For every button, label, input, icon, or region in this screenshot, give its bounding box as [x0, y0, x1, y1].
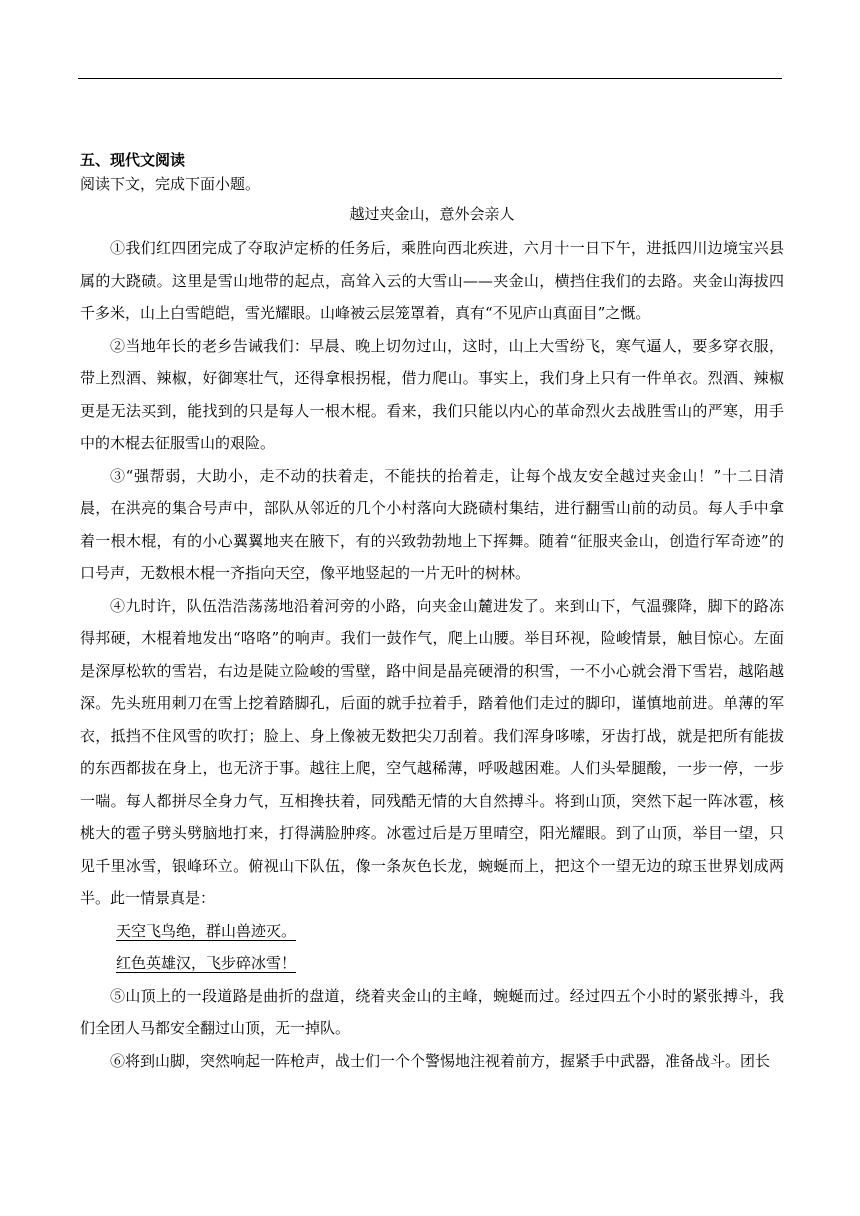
- paragraph-5: ⑤山顶上的一段道路是曲折的盘道，绕着夹金山的主峰，蜿蜒而过。经过四五个小时的紧张搏斗，我们全团人马都安全翻过山顶，无一掉队。: [80, 986, 784, 1037]
- header-rule: [78, 78, 782, 79]
- paragraph-4: ④九时许，队伍浩浩荡荡地沿着河旁的小路，向夹金山麓进发了。来到山下，气温骤降，脚下的路冻得邦硬，木棍着地发出“咯咯”的响声。我们一鼓作气，爬上山腰。举目环视，险峻情景，触目惊心。左面是深厚松软的雪岩，右边是陡立险峻的雪壁，路中间是晶亮硬滑的积雪，一不小心就会滑下雪岩，越陷越深。先头班用刺刀在雪上挖着踏脚孔，后面的就手拉着手，踏着他们走过的脚印，谨慎地前进。单薄的军衣，抵挡不住风雪的吹打；脸上、身上像被无数把尖刀刮着。我们浑身哆嗦，牙齿打战，就是把所有能拔的东西都拔在身上，也无济于事。越往上爬，空气越稀薄，呼吸越困难。人们头晕腿酸，一步一停，一步一喘。每人都拼尽全身力气，互相搀扶着，同残酷无情的大自然搏斗。将到山顶，突然下起一阵冰雹，核桃大的雹子劈头劈脑地打来，打得满脸肿疼。冰雹过后是万里晴空，阳光耀眼。到了山顶，举目一望，只见千里冰雪，银峰环立。俯视山下队伍，像一条灰色长龙，蜿蜒而上，把这个一望无边的琼玉世界划成两半。此一情景真是：: [80, 596, 784, 907]
- section-heading: 五、现代文阅读: [80, 151, 186, 169]
- article-title: 越过夹金山，意外会亲人: [349, 205, 515, 223]
- poem-line-2-text: 红色英雄汉，飞步碎冰雪！: [116, 954, 297, 972]
- poem-line-1-text: 天空飞鸟绝，群山兽迹灭。: [116, 921, 297, 940]
- document-body: [80, 148, 784, 1077]
- paragraph-2: ②当地年长的老乡告诫我们：早晨、晚上切勿过山，这时，山上大雪纷飞，寒气逼人，要多穿衣服，带上烈酒、辣椒，好御寒壮气，还得拿根拐棍，借力爬山。事实上，我们身上只有一件单衣。烈酒、辣椒更是无法买到，能找到的只是每人一根木棍。看来，我们只能以内心的革命烈火去战胜雪山的严寒，用手中的木棍去征服雪山的艰险。: [80, 336, 784, 452]
- poem-line-1: [80, 915, 784, 948]
- paragraph-3: ③“强帮弱，大助小，走不动的扶着走，不能扶的抬着走，让每个战友安全越过夹金山！”十二日清晨，在洪亮的集合号声中，部队从邻近的几个小村落向大跷碛村集结，进行翻雪山前的动员。每人手中拿着一根木棍，有的小心翼翼地夹在腋下，有的兴致勃勃地上下挥舞。随着“征服夹金山，创造行军奇迹”的口号声，无数根木棍一齐指向天空，像平地竖起的一片无叶的树林。: [80, 466, 784, 582]
- paragraph-6: ⑥将到山脚，突然响起一阵枪声，战士们一个个警惕地注视着前方，握紧手中武器，准备战斗。团长: [110, 1051, 771, 1070]
- reading-instruction: 阅读下文，完成下面小题。: [80, 175, 261, 193]
- poem-line-2: [80, 947, 784, 980]
- paragraph-1: ①我们红四团完成了夺取泸定桥的任务后，乘胜向西北疾进，六月十一日下午，进抵四川边境宝兴县属的大跷碛。这里是雪山地带的起点，高耸入云的大雪山——夹金山，横挡住我们的去路。夹金山海拔四千多米，山上白雪皑皑，雪光耀眼。山峰被云层笼罩着，真有“不见庐山真面目”之慨。: [80, 239, 784, 322]
